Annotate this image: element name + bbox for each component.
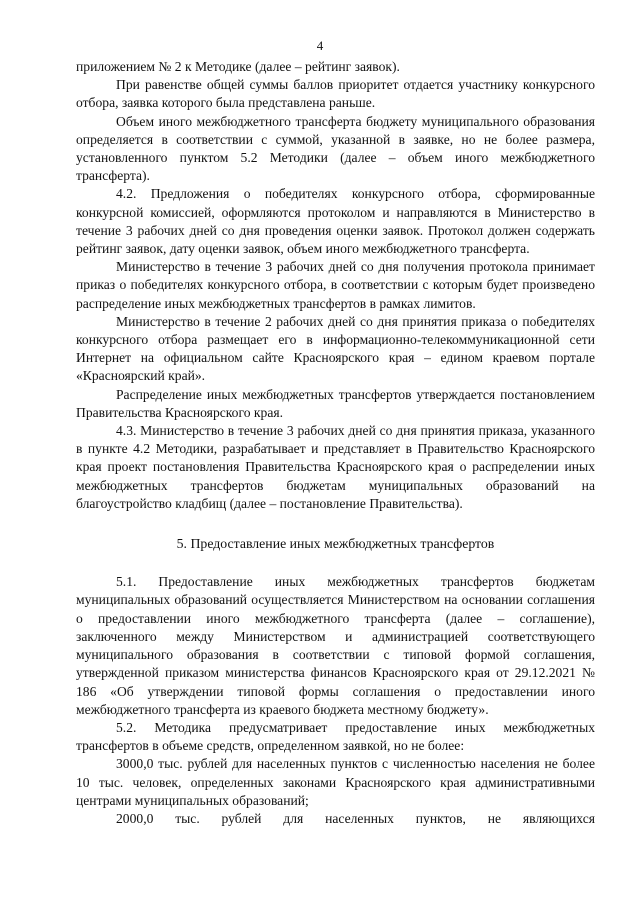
paragraph: 2000,0 тыс. рублей для населенных пунктов, не являющихся [116,810,595,826]
paragraph: Объем иного межбюджетного трансферта бюджету муниципального образования определяется в соответствии с суммой, указанной в заявке, но не более размера, установленного пунктом 5.2 Методики (далее – объем иного межбюджетного трансферта). [76,113,595,184]
paragraph: 4.3. Министерство в течение 3 рабочих дней со дня принятия приказа, указанного в пункте 4.2 Методики, разрабатывает и представляет в Правительство Красноярского края проект постановления Правительства Красноярского края о распределении иных межбюджетных трансфертов бюджетам муниципальных образований на благоустройство кладбищ (далее – постановление Правительства). [76,423,595,511]
paragraph: 3000,0 тыс. рублей для населенных пунктов с численностью населения не более 10 тыс. человек, определенных законами Красноярского края административными центрами муниципальных образований; [76,756,595,808]
paragraph: приложением № 2 к Методике (далее – рейтинг заявок). [76,59,400,74]
section-heading: 5. Предоставление иных межбюджетных трансфертов [176,536,495,552]
paragraph: 5.1. Предоставление иных межбюджетных трансфертов бюджетам муниципальных образований осуществляется Министерством на основании соглашения о предоставлении иного межбюджетного трансферта (далее – соглашение), заключенного между Министерством и администрацией соответствующего муниципального образования в соответствии с типовой формой соглашения, утвержденной приказом министерства финансов Красноярского края от 29.12.2021 № 186 «Об утверждении типовой формы соглашения о предоставлении иного межбюджетного трансферта из краевого бюджета местному бюджету». [76,574,595,717]
paragraph: Распределение иных межбюджетных трансфертов утверждается постановлением Правительства Красноярского края. [76,386,595,420]
paragraph: Министерство в течение 3 рабочих дней со дня получения протокола принимает приказ о победителях конкурсного отбора, в соответствии с которым будет произведено распределение иных межбюджетных трансфертов в рамках лимитов. [76,259,595,311]
paragraph: 5.2. Методика предусматривает предоставление иных межбюджетных трансфертов в объеме средств, определенном заявкой, но не более: [76,719,595,754]
page-number: 4 [316,38,324,53]
document-body [76,58,595,828]
paragraph: Министерство в течение 2 рабочих дней со дня принятия приказа о победителях конкурсного отбора размещает его в информационно-телекоммуникационной сети Интернет на официальном сайте Красноярского края – едином краевом портале «Красноярский край». [76,313,595,384]
paragraph: При равенстве общей суммы баллов приоритет отдается участнику конкурсного отбора, заявка которого была представлена раньше. [76,77,595,111]
paragraph: 4.2. Предложения о победителях конкурсного отбора, сформированные конкурсной комиссией, оформляются протоколом и направляются в Министерство в течение 3 рабочих дней со дня проведения оценки заявок. Протокол должен содержать рейтинг заявок, дату оценки заявок, объем иного межбюджетного трансферта. [76,186,595,257]
